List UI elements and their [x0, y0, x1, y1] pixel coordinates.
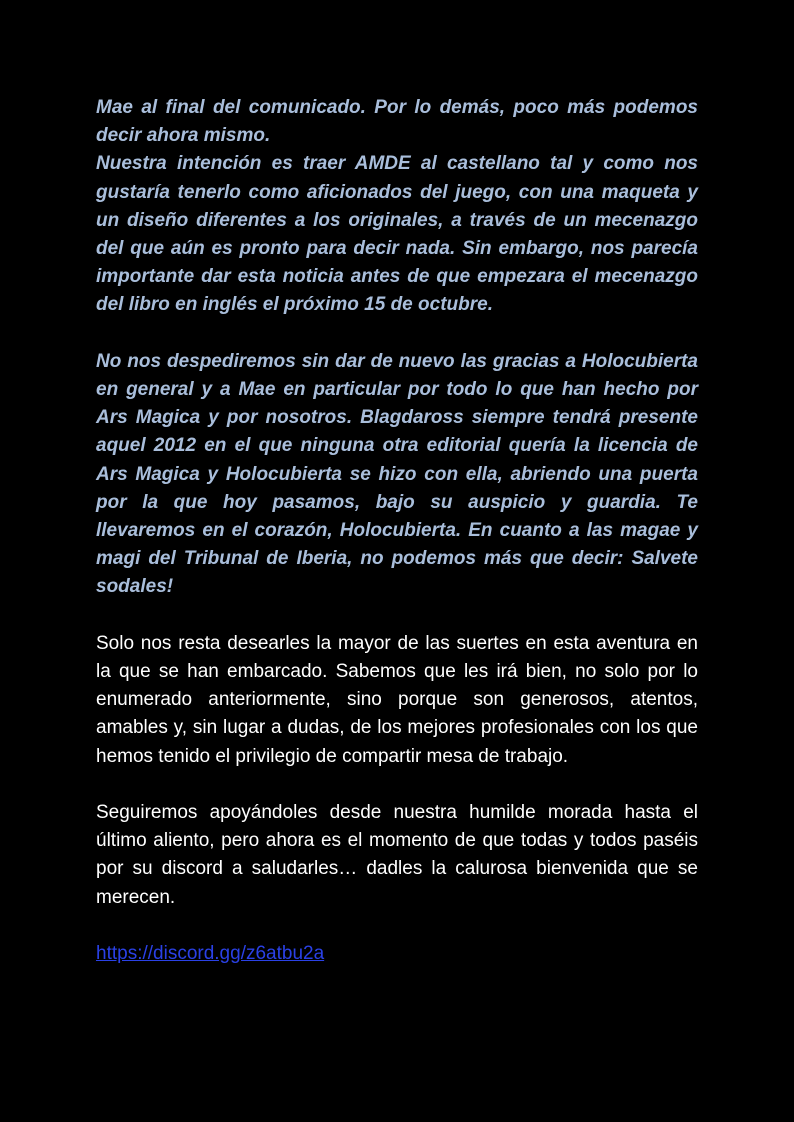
quoted-paragraph-announcement	[96, 94, 698, 320]
paragraph-best-wishes: Solo nos resta desearles la mayor de las suertes en esta aventura en la que se han embarcado. Sabemos que les irá bien, no solo por lo enumerado anteriormente, sino porque son generosos, atentos, amables y, sin lugar a dudas, de los mejores profesionales con los que hemos tenido el privilegio de compartir mesa de trabajo.	[96, 632, 698, 767]
link-line	[96, 940, 698, 968]
discord-link[interactable]: https://discord.gg/z6atbu2a	[96, 943, 325, 965]
document-page	[96, 94, 698, 968]
quoted-paragraph-thanks: No nos despediremos sin dar de nuevo las gracias a Holocubierta en general y a Mae en particular por todo lo que han hecho por Ars Magica y por nosotros. Blagdaross siempre tendrá presente aquel 2012 en el que ninguna otra editorial quería la licencia de Ars Magica y Holocubierta se hizo con ella, abriendo una puerta por la que hoy pasamos, bajo su auspicio y guardia. Te llevaremos en el corazón, Holocubierta. En cuanto a las magae y magi del Tribunal de Iberia, no podemos más que decir: Salvete sodales!	[96, 350, 698, 598]
paragraph-support: Seguiremos apoyándoles desde nuestra humilde morada hasta el último aliento, pero ahora es el momento de que todas y todos paséis por su discord a saludarles… dadles la calurosa bienvenida que se merecen.	[96, 802, 698, 908]
quoted-text-intro: Mae al final del comunicado. Por lo demás, poco más podemos decir ahora mismo.	[96, 97, 698, 147]
quoted-text-intention: Nuestra intención es traer AMDE al castellano tal y como nos gustaría tenerlo como aficionados del juego, con una maqueta y un diseño diferentes a los originales, a través de un mecenazgo del que aún es pronto para decir nada. Sin embargo, nos parecía importante dar esta noticia antes de que empezara el mecenazgo del libro en inglés el próximo 15 de octubre.	[96, 153, 698, 316]
